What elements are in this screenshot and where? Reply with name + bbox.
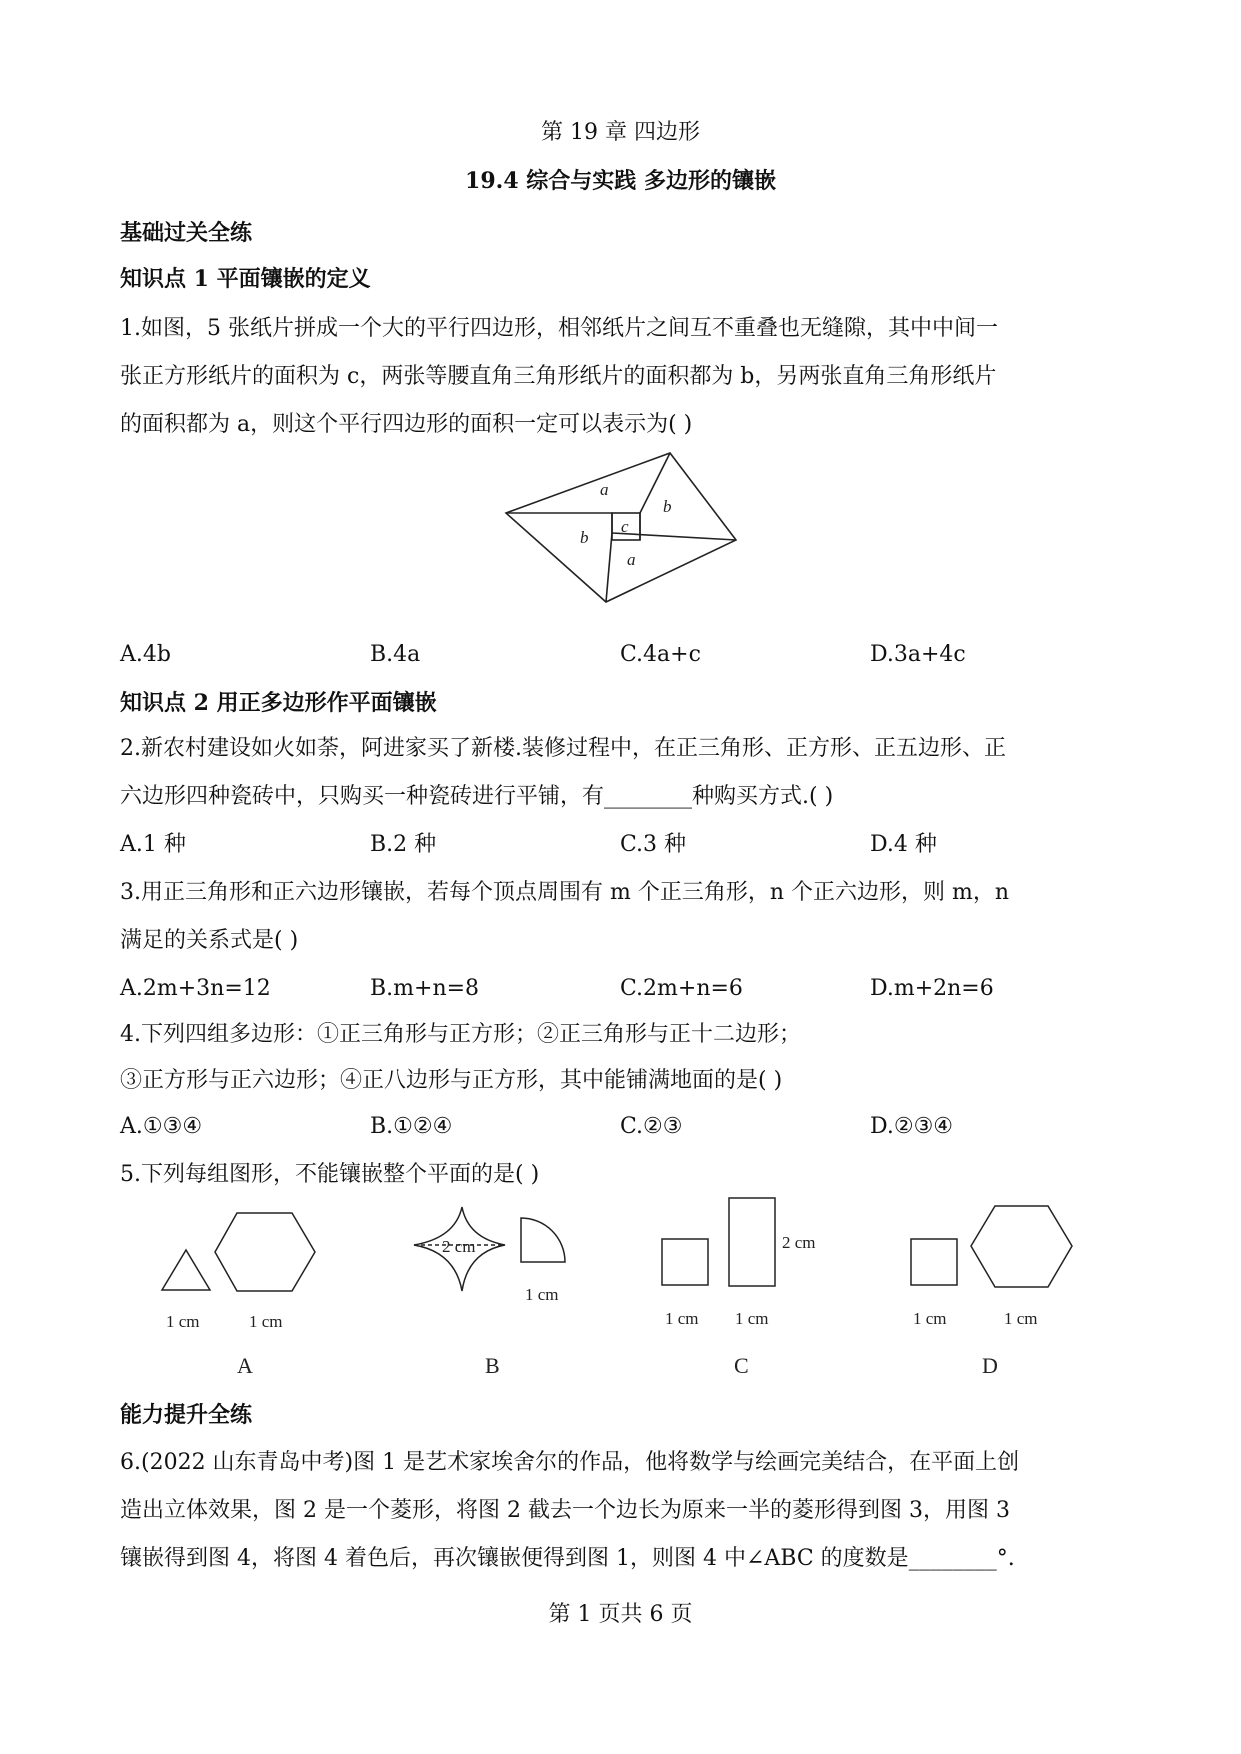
q3-line-2: 满足的关系式是( )	[120, 928, 299, 953]
q4-line-2: ③正方形与正六边形；④正八边形与正方形，其中能铺满地面的是( )	[120, 1068, 783, 1093]
q5-letter-a: A	[237, 1353, 253, 1378]
q2-option-b: B.2 种	[370, 832, 437, 857]
q5-a-label-2: 1 cm	[249, 1312, 283, 1331]
q5-c-rectangle	[729, 1198, 775, 1286]
q5-figures	[0, 1190, 1241, 1390]
q4-option-a: A.①③④	[120, 1114, 203, 1139]
q3-option-b: B.m+n=8	[370, 976, 480, 1001]
q4-option-b: B.①②④	[370, 1114, 453, 1139]
q1-label-b-right: b	[663, 497, 672, 516]
q6-line-3	[120, 1544, 1015, 1574]
q3-option-c: C.2m+n=6	[620, 976, 743, 1001]
q1-line-2: 张正方形纸片的面积为 c，两张等腰直角三角形纸片的面积都为 b，另两张直角三角形纸片	[120, 364, 997, 389]
q6-text-after: °.	[996, 1546, 1015, 1571]
q4-line-1: 4.下列四组多边形：①正三角形与正方形；②正三角形与正十二边形；	[120, 1022, 801, 1047]
q5-d-label-1: 1 cm	[913, 1309, 947, 1328]
q6-line-1: 6.(2022 山东青岛中考)图 1 是艺术家埃舍尔的作品，他将数学与绘画完美结合，在平面上创	[120, 1450, 1020, 1475]
q5-letter-b: B	[485, 1353, 500, 1378]
q4-option-d: D.②③④	[870, 1114, 954, 1139]
knowledge-point-2: 知识点 2 用正多边形作平面镶嵌	[120, 690, 437, 716]
q1-inner-line-bottom	[606, 533, 612, 602]
q1-option-a: A.4b	[120, 642, 171, 667]
q6-line-2: 造出立体效果，图 2 是一个菱形，将图 2 截去一个边长为原来一半的菱形得到图 3，用图 3	[120, 1498, 1010, 1523]
q5-a-hexagon	[215, 1213, 315, 1291]
q5-b-label-1: 2 cm	[442, 1237, 476, 1256]
knowledge-point-1: 知识点 1 平面镶嵌的定义	[120, 266, 371, 292]
q2-line-1: 2.新农村建设如火如荼，阿进家买了新楼.装修过程中，在正三角形、正方形、正五边形、正	[120, 736, 1006, 761]
q2-option-a: A.1 种	[120, 832, 186, 857]
q1-line-1: 1.如图，5 张纸片拼成一个大的平行四边形，相邻纸片之间互不重叠也无缝隙，其中中间一	[120, 316, 998, 341]
q5-c-label-2: 1 cm	[735, 1309, 769, 1328]
q5-d-label-2: 1 cm	[1004, 1309, 1038, 1328]
q2-option-d: D.4 种	[870, 832, 937, 857]
q5-d-hexagon	[971, 1206, 1072, 1287]
q6-blank[interactable]: ________	[908, 1546, 997, 1571]
q1-option-b: B.4a	[370, 642, 421, 667]
q4-option-c: C.②③	[620, 1114, 683, 1139]
q5-letter-d: D	[982, 1353, 998, 1378]
q5-c-label-3: 2 cm	[782, 1233, 816, 1252]
q2-text-before: 六边形四种瓷砖中，只购买一种瓷砖进行平铺，有	[120, 784, 605, 809]
q5-b-label-2: 1 cm	[525, 1285, 559, 1304]
q5-c-square	[662, 1239, 708, 1285]
q1-label-b-left: b	[580, 528, 589, 547]
q1-label-c-center: c	[621, 517, 629, 536]
q2-blank[interactable]: ________	[604, 784, 693, 809]
q5-letter-c: C	[734, 1353, 749, 1378]
section-heading-advanced: 能力提升全练	[120, 1402, 253, 1428]
q1-inner-line-left	[506, 513, 612, 533]
q5-a-label-1: 1 cm	[166, 1312, 200, 1331]
section-title: 19.4 综合与实践 多边形的镶嵌	[465, 168, 776, 194]
q5-line: 5.下列每组图形，不能镶嵌整个平面的是( )	[120, 1162, 540, 1187]
q5-c-label-1: 1 cm	[665, 1309, 699, 1328]
q1-line-3: 的面积都为 a，则这个平行四边形的面积一定可以表示为( )	[120, 412, 693, 437]
section-heading-basic: 基础过关全练	[120, 220, 253, 246]
q5-b-quarter-circle	[521, 1218, 565, 1262]
q1-label-a-top: a	[600, 480, 609, 499]
chapter-title: 第 19 章 四边形	[541, 120, 700, 145]
q6-text-before: 镶嵌得到图 4，将图 4 着色后，再次镶嵌便得到图 1，则图 4 中∠ABC 的度数是	[120, 1546, 909, 1571]
q5-a-triangle	[162, 1250, 210, 1290]
q1-option-c: C.4a+c	[620, 642, 701, 667]
q2-option-c: C.3 种	[620, 832, 687, 857]
q1-option-d: D.3a+4c	[870, 642, 966, 667]
q2-text-after: 种购买方式.( )	[692, 784, 834, 809]
q1-figure	[500, 450, 750, 610]
q2-line-2	[120, 782, 833, 812]
q3-line-1: 3.用正三角形和正六边形镶嵌，若每个顶点周围有 m 个正三角形，n 个正六边形，则 m，n	[120, 880, 1010, 905]
q1-inner-line-right	[612, 533, 736, 540]
q5-d-square	[911, 1239, 957, 1285]
page-number: 第 1 页共 6 页	[548, 1602, 693, 1627]
q1-label-a-bottom: a	[627, 550, 636, 569]
q3-option-d: D.m+2n=6	[870, 976, 994, 1001]
q3-option-a: A.2m+3n=12	[120, 976, 271, 1001]
